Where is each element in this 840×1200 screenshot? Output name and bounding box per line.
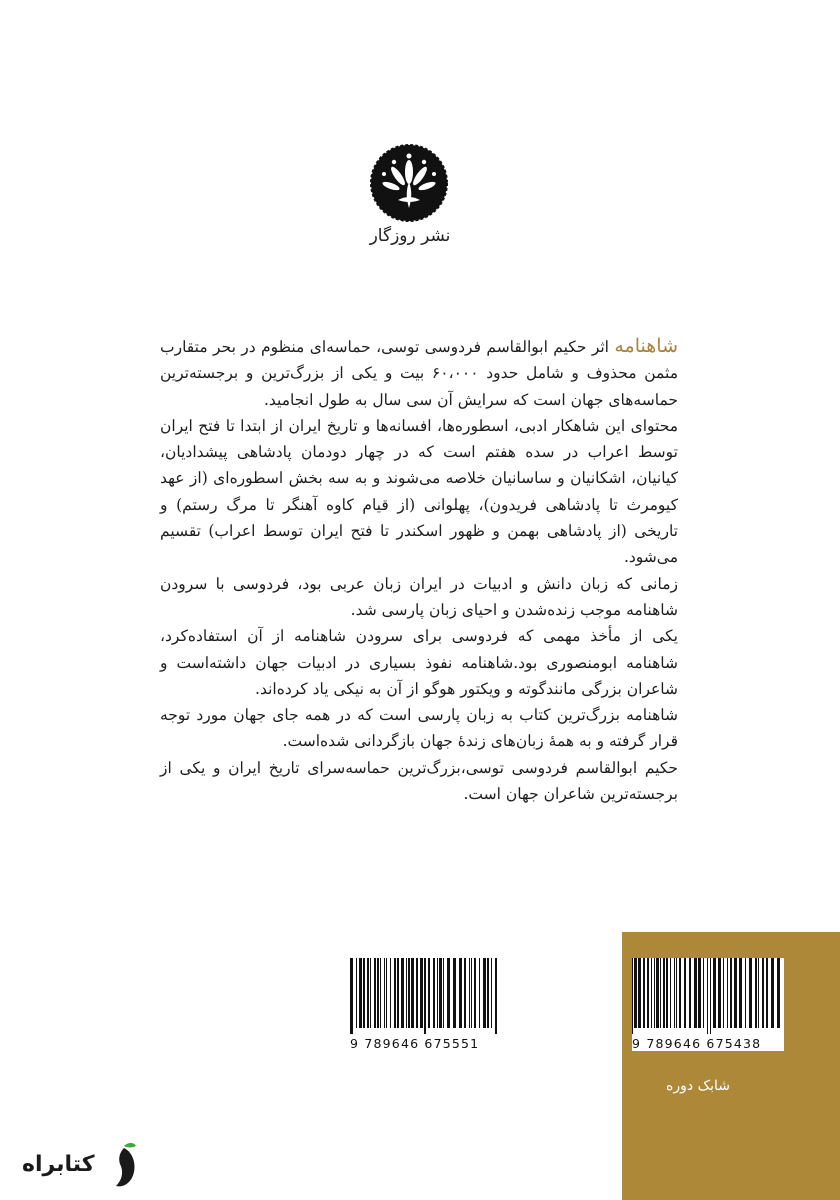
barcode-bar [443,958,444,1028]
barcode-bar [739,958,742,1028]
barcode-bar [479,958,480,1028]
barcode-bar [416,958,418,1028]
barcode-bar [411,958,414,1028]
barcode-bar [380,958,381,1028]
barcode-bar [447,958,450,1028]
barcode-bars [632,958,784,1034]
barcode-bar [632,958,633,1034]
barcode-bar [745,958,746,1028]
barcode-bar [420,958,423,1028]
barcode-bar [643,958,645,1028]
intro-text: اثر حکیم ابوالقاسم فردوسی توسی، حماسه‌ای منظوم در بحر متقارب مثمن محذوف و شامل حدود ۶۰،۰۰۰ بیت و یکی از بزرگ‌ترین و برجسته‌ترین حماسه‌های جهان است که سرایش آن سی سال به طول انجامید. [160,338,678,409]
barcode-bar [758,958,759,1028]
barcode-bar [356,958,357,1028]
barcode-bar [634,958,637,1028]
set-isbn-barcode [632,958,784,1051]
barcode-bar [439,958,442,1028]
barcode-bar [660,958,661,1028]
paragraph-translations: شاهنامه بزرگ‌ترین کتاب به زبان پارسی است که در همه جای جهان مورد توجه قرار گرفته و به همهٔ زبان‌های زندهٔ جهان بازگردانی شده‌است. [160,706,678,751]
barcode-bar [684,958,686,1028]
barcode-bar [651,958,652,1028]
barcode-bar [471,958,472,1028]
barcode-bar [453,958,456,1028]
barcode-bar [424,958,426,1034]
book-title: شاهنامه [614,335,678,357]
barcode-bar [723,958,724,1028]
barcode-bar [459,958,462,1028]
barcode-bar [408,958,410,1028]
barcode-bar [689,958,691,1028]
barcode-bar [656,958,659,1028]
barcode-bar [727,958,728,1028]
barcode-bar [698,958,701,1028]
barcode-bar [679,958,681,1028]
barcode-bar [491,958,492,1028]
barcode-bar [469,958,470,1028]
paragraph-content: محتوای این شاهکار ادبی، اسطوره‌ها، افسانه‌ها و تاریخ ایران از ابتدا تا فتح ایران توسط اعراب در سده هفتم است که در چهار دودمان پادشاهی پیشدادیان، کیانیان، اشکانیان و ساسانیان خلاصه می‌شوند و به سه بخش اسطوره‌ای (از عهد کیومرث تا پادشاهی فریدون)، پهلوانی (از قیام کاوه آهنگر تا مرگ رستم) و تاریخی (از پادشاهی بهمن و ظهور اسکندر تا فتح ایران توسط اعراب) تقسیم می‌شود. [160,416,678,567]
barcode-bar [666,958,668,1028]
barcode-bar [647,958,649,1028]
set-isbn-panel [622,932,840,1200]
barcode-bar [367,958,369,1028]
isbn-barcode [350,958,498,1051]
isbn-number: 9 789646 675551 [350,1036,480,1051]
set-isbn-number: 9 789646 675438 [632,1036,762,1051]
barcode-bar [734,958,737,1028]
barcode-bar [390,958,391,1028]
barcode-bar [777,958,780,1028]
barcode-bar [694,958,697,1028]
barcode-bar [394,958,396,1028]
paragraph-sources: یکی از مأخذ مهمی که فردوسی برای سرودن شاهنامه از آن استفاده‌کرد، شاهنامه ابومنصوری بود.شاهنامه نفوذ بسیاری در ادبیات جهان داشته‌است و شاعران بزرگی مانندگوته و ویکتور هوگو از آن به نیکی یاد کرده‌اند. [160,627,678,698]
publisher-name: نشر روزگار [369,226,451,246]
barcode-bar [464,958,466,1028]
barcode-bar [654,958,655,1028]
barcode-bar [370,958,371,1028]
barcode-bar [384,958,385,1028]
barcode-bar [474,958,476,1028]
barcode-bar [433,958,435,1028]
paragraph-poet: حکیم ابوالقاسم فردوسی توسی،بزرگ‌ترین حماسه‌سرای تاریخ ایران و یکی از برجسته‌ترین شاعران جهان است. [160,758,678,804]
barcode-bar [718,958,721,1028]
barcode-bar [703,958,704,1028]
barcode-bar [766,958,768,1028]
brand-name: کتابراه [22,1152,95,1177]
barcode-bar [350,958,353,1034]
barcode-bar [730,958,732,1028]
set-isbn-label: شابک دوره [666,1078,730,1094]
barcode-bar [710,958,711,1034]
barcode-bar [638,958,641,1028]
barcode-bar [663,958,665,1028]
barcode-bar [397,958,399,1028]
barcode-bar [363,958,365,1028]
paragraph-intro [160,333,678,413]
barcode-bar [359,958,362,1028]
barcode-bar [762,958,764,1028]
barcode-bar [707,958,708,1034]
barcode-bar [437,958,438,1028]
barcode-bar [386,958,387,1028]
barcode-bar [771,958,774,1028]
barcode-bar [428,958,430,1028]
barcode-bar [495,958,497,1034]
barcode-bar [406,958,407,1028]
barcode-bar [676,958,677,1028]
barcode-bar [670,958,671,1028]
barcode-bar [749,958,752,1028]
barcode-bar [713,958,716,1028]
barcode-bar [487,958,489,1028]
barcode-bar [674,958,675,1028]
paragraph-language: زمانی که زبان دانش و ادبیات در ایران زبان عربی بود، فردوسی با سرودن شاهنامه موجب زنده‌شدن و احیای زبان پارسی شد. [160,574,678,619]
barcode-bar [755,958,757,1028]
barcode-bar [401,958,404,1028]
barcode-bar [483,958,486,1028]
publisher-logo [368,142,450,224]
barcode-bar [374,958,376,1028]
back-cover-text [160,333,678,807]
barcode-bar [377,958,379,1028]
barcode-bars [350,958,498,1034]
